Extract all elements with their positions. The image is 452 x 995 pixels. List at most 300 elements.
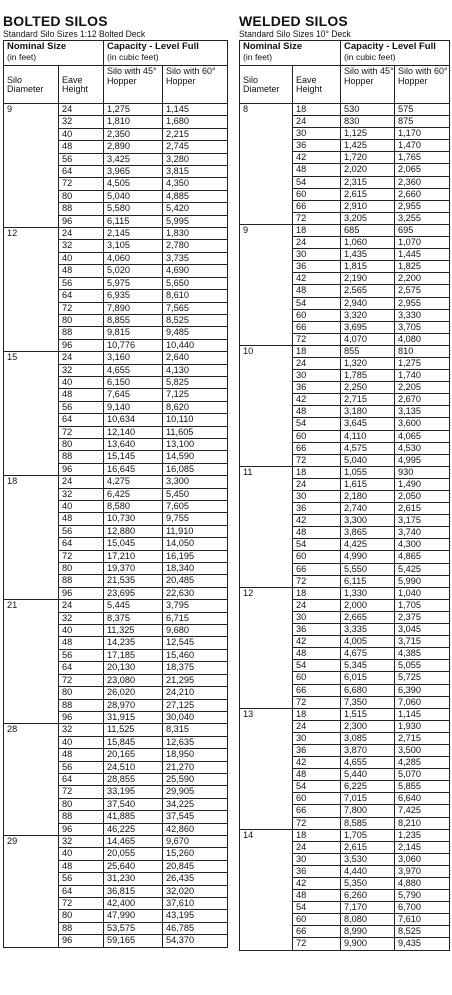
hopper60-cell: 1,930 [395, 720, 450, 732]
capacity-unit: (in cubic feet) [344, 52, 396, 62]
eave-cell: 48 [293, 164, 341, 176]
hopper60-cell: 21,270 [163, 761, 228, 773]
hopper45-cell: 5,580 [104, 203, 163, 215]
diameter-cell [4, 203, 59, 215]
hopper60-cell: 2,215 [163, 128, 228, 140]
table-row [240, 599, 450, 611]
capacity-header [341, 41, 450, 66]
table-row [240, 104, 450, 116]
hopper60-cell: 2,615 [395, 503, 450, 515]
hopper45-cell: 1,330 [341, 587, 395, 599]
hopper45-cell: 7,170 [341, 902, 395, 914]
hopper60-cell: 695 [395, 224, 450, 236]
table-row [240, 660, 450, 672]
diameter-cell [240, 757, 293, 769]
hopper60-cell: 4,385 [395, 648, 450, 660]
eave-cell: 56 [59, 401, 104, 413]
hopper45-cell: 1,275 [104, 104, 163, 116]
hopper45-cell: 2,665 [341, 611, 395, 623]
hopper45-cell: 6,225 [341, 781, 395, 793]
hopper60-cell: 8,210 [395, 817, 450, 829]
hopper60-cell: 5,790 [395, 890, 450, 902]
eave-cell: 66 [293, 805, 341, 817]
hopper45-cell: 2,890 [104, 141, 163, 153]
eave-cell: 72 [293, 938, 341, 950]
hopper60-cell: 1,740 [395, 370, 450, 382]
eave-cell: 64 [59, 414, 104, 426]
hopper45-cell: 15,045 [104, 538, 163, 550]
diameter-cell [4, 848, 59, 860]
diameter-cell: 12 [4, 228, 59, 240]
hopper60-cell: 2,575 [395, 285, 450, 297]
eave-cell: 32 [59, 488, 104, 500]
hopper45-cell: 1,060 [341, 237, 395, 249]
eave-cell: 54 [293, 539, 341, 551]
hopper45-cell: 3,180 [341, 406, 395, 418]
diameter-cell [240, 515, 293, 527]
hopper45-cell: 8,580 [104, 501, 163, 513]
diameter-cell [240, 672, 293, 684]
diameter-cell: 9 [240, 224, 293, 236]
diameter-cell [4, 736, 59, 748]
eave-cell: 80 [59, 910, 104, 922]
hopper45-col-header: Silo with 45° Hopper [341, 66, 395, 104]
diameter-cell [4, 314, 59, 326]
table-row [240, 478, 450, 490]
eave-cell: 66 [293, 563, 341, 575]
diameter-cell [4, 290, 59, 302]
table-row [4, 426, 228, 438]
eave-cell: 32 [59, 364, 104, 376]
hopper60-cell: 5,995 [163, 215, 228, 227]
hopper60-cell: 42,860 [163, 823, 228, 835]
table-row [4, 252, 228, 264]
eave-cell: 48 [59, 513, 104, 525]
eave-cell: 66 [293, 684, 341, 696]
hopper45-cell: 2,250 [341, 382, 395, 394]
eave-cell: 30 [293, 491, 341, 503]
hopper60-cell: 21,295 [163, 674, 228, 686]
hopper45-cell: 4,655 [104, 364, 163, 376]
table-row [4, 463, 228, 475]
table-row [240, 914, 450, 926]
hopper60-cell: 4,130 [163, 364, 228, 376]
diameter-cell [4, 786, 59, 798]
hopper45-cell: 2,315 [341, 176, 395, 188]
diameter-cell: 21 [4, 600, 59, 612]
hopper45-cell: 11,525 [104, 724, 163, 736]
hopper60-cell: 14,590 [163, 451, 228, 463]
hopper45-cell: 31,915 [104, 711, 163, 723]
eave-cell: 18 [293, 587, 341, 599]
diameter-cell [4, 687, 59, 699]
diameter-cell: 18 [4, 476, 59, 488]
eave-cell: 80 [59, 314, 104, 326]
table-row [240, 188, 450, 200]
hopper45-cell: 2,020 [341, 164, 395, 176]
eave-cell: 48 [59, 749, 104, 761]
hopper45-cell: 3,105 [104, 240, 163, 252]
eave-cell: 54 [293, 902, 341, 914]
diameter-cell [4, 922, 59, 934]
hopper60-cell: 2,745 [163, 141, 228, 153]
diameter-cell: 9 [4, 104, 59, 116]
diameter-cell [240, 648, 293, 660]
hopper60-cell: 6,390 [395, 684, 450, 696]
diameter-cell [240, 599, 293, 611]
table-row [240, 466, 450, 478]
hopper60-cell: 875 [395, 116, 450, 128]
diameter-cell [4, 302, 59, 314]
hopper45-cell: 855 [341, 345, 395, 357]
table-row [240, 237, 450, 249]
eave-cell: 36 [293, 261, 341, 273]
table-row [240, 249, 450, 261]
diameter-cell [4, 935, 59, 947]
eave-cell: 64 [59, 290, 104, 302]
hopper45-cell: 10,634 [104, 414, 163, 426]
eave-cell: 60 [293, 793, 341, 805]
diameter-cell [240, 527, 293, 539]
eave-col-header: Eave Height [59, 66, 104, 104]
diameter-cell [4, 364, 59, 376]
capacity-label: Capacity - Level Full [107, 41, 199, 52]
table-row [240, 430, 450, 442]
eave-cell: 60 [293, 188, 341, 200]
hopper45-cell: 16,645 [104, 463, 163, 475]
eave-cell: 30 [293, 370, 341, 382]
hopper45-cell: 1,515 [341, 708, 395, 720]
bolted-table [3, 40, 228, 948]
hopper60-cell: 4,880 [395, 878, 450, 890]
diameter-col-header: Silo Diameter [240, 66, 293, 104]
eave-cell: 64 [59, 662, 104, 674]
diameter-cell [4, 525, 59, 537]
hopper45-cell: 47,990 [104, 910, 163, 922]
hopper60-cell: 930 [395, 466, 450, 478]
hopper45-cell: 1,055 [341, 466, 395, 478]
table-row [240, 357, 450, 369]
eave-cell: 32 [59, 116, 104, 128]
eave-cell: 24 [293, 116, 341, 128]
hopper60-cell: 3,500 [395, 744, 450, 756]
eave-cell: 24 [293, 720, 341, 732]
diameter-cell [4, 327, 59, 339]
diameter-cell [4, 575, 59, 587]
diameter-cell [240, 188, 293, 200]
diameter-cell [4, 376, 59, 388]
table-row [240, 805, 450, 817]
table-row [4, 376, 228, 388]
hopper60-cell: 1,825 [395, 261, 450, 273]
eave-cell: 30 [293, 611, 341, 623]
hopper45-cell: 36,815 [104, 885, 163, 897]
hopper45-cell: 685 [341, 224, 395, 236]
table-row [240, 708, 450, 720]
table-row [240, 938, 450, 950]
eave-cell: 80 [59, 438, 104, 450]
hopper60-cell: 2,360 [395, 176, 450, 188]
hopper45-cell: 1,705 [341, 829, 395, 841]
hopper60-cell: 11,605 [163, 426, 228, 438]
table-row [240, 200, 450, 212]
diameter-cell [240, 853, 293, 865]
diameter-cell [240, 128, 293, 140]
eave-cell: 24 [293, 357, 341, 369]
diameter-cell [4, 488, 59, 500]
hopper45-cell: 3,300 [341, 515, 395, 527]
eave-cell: 18 [293, 708, 341, 720]
hopper45-cell: 6,425 [104, 488, 163, 500]
eave-cell: 48 [59, 265, 104, 277]
hopper45-cell: 3,645 [341, 418, 395, 430]
eave-col-header: Eave Height [293, 66, 341, 104]
hopper60-cell: 9,680 [163, 625, 228, 637]
diameter-cell [4, 178, 59, 190]
diameter-cell [4, 711, 59, 723]
hopper45-cell: 3,870 [341, 744, 395, 756]
diameter-cell: 13 [240, 708, 293, 720]
nominal-size-label: Nominal Size [7, 41, 67, 52]
table-row [240, 865, 450, 877]
eave-cell: 40 [59, 376, 104, 388]
table-row [240, 793, 450, 805]
eave-cell: 64 [59, 885, 104, 897]
eave-cell: 80 [59, 190, 104, 202]
table-row [4, 563, 228, 575]
table-row [240, 297, 450, 309]
eave-cell: 56 [59, 153, 104, 165]
table-row [4, 104, 228, 116]
eave-cell: 30 [293, 128, 341, 140]
eave-cell: 66 [293, 442, 341, 454]
hopper60-cell: 7,060 [395, 696, 450, 708]
hopper60-cell: 16,195 [163, 550, 228, 562]
eave-cell: 72 [59, 550, 104, 562]
table-row [4, 116, 228, 128]
table-row [240, 128, 450, 140]
hopper60-cell: 3,600 [395, 418, 450, 430]
hopper45-cell: 2,615 [341, 188, 395, 200]
table-row [240, 116, 450, 128]
diameter-cell [240, 720, 293, 732]
hopper45-cell: 28,855 [104, 773, 163, 785]
hopper45-cell: 7,350 [341, 696, 395, 708]
hopper60-cell: 13,100 [163, 438, 228, 450]
eave-cell: 96 [59, 711, 104, 723]
diameter-cell [240, 781, 293, 793]
diameter-cell [240, 116, 293, 128]
hopper60-cell: 1,705 [395, 599, 450, 611]
hopper60-cell: 1,145 [163, 104, 228, 116]
hopper60-cell: 5,450 [163, 488, 228, 500]
table-row [240, 503, 450, 515]
hopper45-cell: 3,695 [341, 321, 395, 333]
hopper60-cell: 11,910 [163, 525, 228, 537]
table-row [4, 935, 228, 947]
hopper60-cell: 9,485 [163, 327, 228, 339]
hopper60-cell: 4,350 [163, 178, 228, 190]
eave-cell: 18 [293, 345, 341, 357]
table-row [4, 501, 228, 513]
hopper60-cell: 10,440 [163, 339, 228, 351]
diameter-cell: 28 [4, 724, 59, 736]
hopper60-cell: 18,950 [163, 749, 228, 761]
eave-cell: 60 [293, 914, 341, 926]
hopper45-cell: 4,990 [341, 551, 395, 563]
hopper45-cell: 830 [341, 116, 395, 128]
eave-cell: 60 [293, 309, 341, 321]
hopper45-cell: 4,675 [341, 648, 395, 660]
hopper60-cell: 4,530 [395, 442, 450, 454]
table-row [240, 757, 450, 769]
eave-cell: 54 [293, 781, 341, 793]
eave-cell: 48 [59, 389, 104, 401]
hopper60-cell: 1,765 [395, 152, 450, 164]
diameter-cell: 29 [4, 835, 59, 847]
hopper60-cell: 2,145 [395, 841, 450, 853]
eave-cell: 56 [59, 761, 104, 773]
eave-cell: 40 [59, 252, 104, 264]
hopper45-cell: 19,370 [104, 563, 163, 575]
diameter-cell [4, 252, 59, 264]
diameter-cell [240, 575, 293, 587]
diameter-cell [240, 793, 293, 805]
hopper45-cell: 8,990 [341, 926, 395, 938]
table-row [4, 736, 228, 748]
eave-cell: 48 [293, 890, 341, 902]
diameter-cell [240, 430, 293, 442]
hopper60-cell: 5,650 [163, 277, 228, 289]
hopper45-cell: 21,535 [104, 575, 163, 587]
hopper45-cell: 2,180 [341, 491, 395, 503]
eave-cell: 40 [59, 128, 104, 140]
hopper60-cell: 3,135 [395, 406, 450, 418]
diameter-cell: 10 [240, 345, 293, 357]
diameter-cell: 14 [240, 829, 293, 841]
eave-cell: 54 [293, 297, 341, 309]
eave-cell: 54 [293, 176, 341, 188]
eave-cell: 42 [293, 273, 341, 285]
diameter-cell [240, 660, 293, 672]
diameter-cell [240, 297, 293, 309]
eave-cell: 18 [293, 104, 341, 116]
table-row [240, 261, 450, 273]
capacity-label: Capacity - Level Full [344, 41, 436, 52]
eave-cell: 42 [293, 152, 341, 164]
diameter-cell [240, 176, 293, 188]
hopper45-cell: 3,530 [341, 853, 395, 865]
hopper60-cell: 3,330 [395, 309, 450, 321]
hopper45-cell: 6,680 [341, 684, 395, 696]
hopper60-cell: 26,435 [163, 873, 228, 885]
hopper45-cell: 20,130 [104, 662, 163, 674]
hopper60-cell: 46,785 [163, 922, 228, 934]
hopper45-cell: 9,900 [341, 938, 395, 950]
hopper45-cell: 2,740 [341, 503, 395, 515]
diameter-cell [240, 140, 293, 152]
table-row [4, 550, 228, 562]
table-row [240, 442, 450, 454]
eave-cell: 72 [59, 674, 104, 686]
eave-cell: 60 [293, 672, 341, 684]
hopper45-col-header: Silo with 45° Hopper [104, 66, 163, 104]
table-row [240, 224, 450, 236]
diameter-cell [4, 749, 59, 761]
diameter-cell [240, 563, 293, 575]
hopper60-cell: 575 [395, 104, 450, 116]
table-row [240, 636, 450, 648]
hopper60-cell: 3,280 [163, 153, 228, 165]
hopper45-cell: 23,080 [104, 674, 163, 686]
diameter-cell [240, 309, 293, 321]
hopper45-cell: 37,540 [104, 798, 163, 810]
diameter-cell [240, 611, 293, 623]
diameter-cell [4, 463, 59, 475]
hopper45-cell: 17,210 [104, 550, 163, 562]
hopper60-cell: 20,485 [163, 575, 228, 587]
eave-cell: 80 [59, 798, 104, 810]
table-row [240, 902, 450, 914]
table-row [240, 672, 450, 684]
hopper60-cell: 3,795 [163, 600, 228, 612]
hopper60-cell: 1,070 [395, 237, 450, 249]
hopper60-cell: 8,525 [163, 314, 228, 326]
eave-cell: 88 [59, 203, 104, 215]
hopper60-cell: 43,195 [163, 910, 228, 922]
diameter-cell [4, 215, 59, 227]
hopper60-cell: 12,545 [163, 637, 228, 649]
hopper60-cell: 9,435 [395, 938, 450, 950]
hopper45-cell: 8,855 [104, 314, 163, 326]
bolted-silos-panel [3, 14, 227, 948]
table-row [4, 228, 228, 240]
hopper45-cell: 6,150 [104, 376, 163, 388]
table-row [4, 811, 228, 823]
eave-cell: 64 [59, 773, 104, 785]
hopper60-cell: 34,225 [163, 798, 228, 810]
table-row [240, 624, 450, 636]
hopper60-cell: 27,125 [163, 699, 228, 711]
diameter-cell: 11 [240, 466, 293, 478]
table-row [4, 612, 228, 624]
table-row [240, 732, 450, 744]
hopper60-cell: 30,040 [163, 711, 228, 723]
diameter-cell [240, 684, 293, 696]
table-row [4, 414, 228, 426]
diameter-cell [240, 938, 293, 950]
eave-cell: 88 [59, 575, 104, 587]
eave-cell: 72 [293, 454, 341, 466]
table-row [4, 860, 228, 872]
eave-cell: 42 [293, 878, 341, 890]
eave-cell: 48 [293, 285, 341, 297]
diameter-cell [240, 406, 293, 418]
nominal-size-header [4, 41, 104, 66]
diameter-cell [240, 212, 293, 224]
table-row [240, 551, 450, 563]
hopper60-cell: 1,170 [395, 128, 450, 140]
hopper45-cell: 5,550 [341, 563, 395, 575]
diameter-cell [4, 153, 59, 165]
eave-cell: 72 [293, 817, 341, 829]
hopper60-cell: 9,670 [163, 835, 228, 847]
hopper60-cell: 1,040 [395, 587, 450, 599]
table-row [4, 898, 228, 910]
hopper45-cell: 2,000 [341, 599, 395, 611]
table-row [240, 321, 450, 333]
eave-cell: 80 [59, 563, 104, 575]
